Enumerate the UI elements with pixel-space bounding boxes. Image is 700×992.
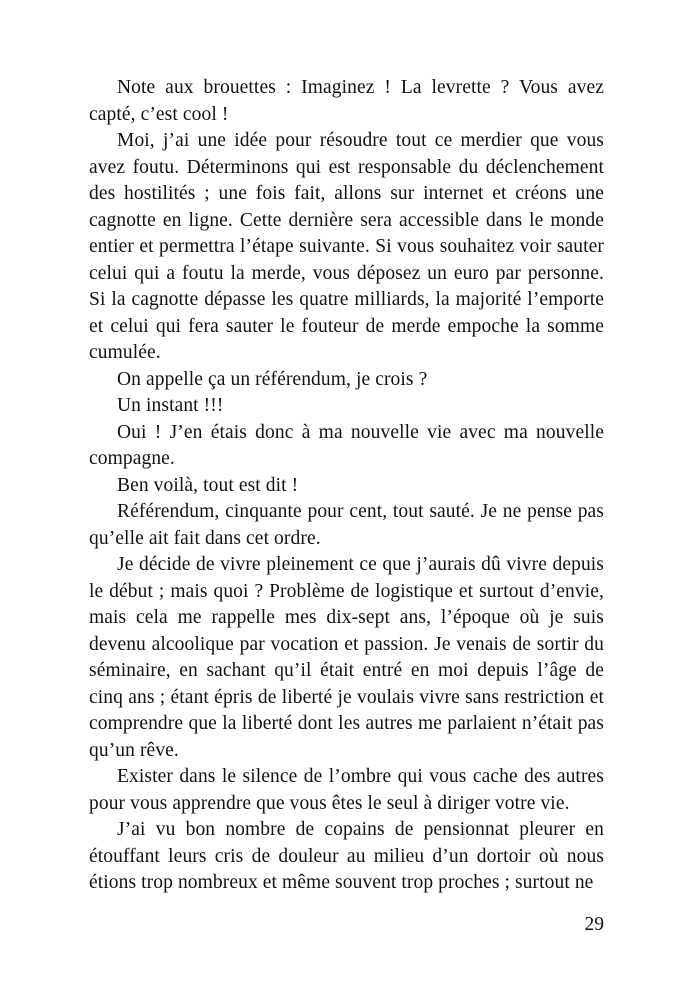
paragraph: Un instant !!! bbox=[117, 395, 224, 416]
paragraph: Note aux brouettes : Imaginez ! La levrette ? Vous avez capté, c’est cool ! bbox=[89, 77, 604, 125]
page-text bbox=[89, 75, 604, 897]
paragraph: Oui ! J’en étais donc à ma nouvelle vie avec ma nouvelle compagne. bbox=[89, 421, 604, 469]
paragraph: J’ai vu bon nombre de copains de pensionnat pleurer en étouffant leurs cris de douleur au milieu d’un dortoir où nous étions trop nombreux et même souvent trop proches ; surtout ne bbox=[89, 819, 604, 893]
page-number: 29 bbox=[584, 914, 604, 935]
paragraph: Ben voilà, tout est dit ! bbox=[117, 474, 299, 496]
paragraph: On appelle ça un référendum, je crois ? bbox=[117, 368, 428, 390]
paragraph: Je décide de vivre pleinement ce que j’aurais dû vivre depuis le début ; mais quoi ? Problème de logistique et surtout d’envie, mais cela me rappelle mes dix-sept ans, l’époque où je suis devenu alcoolique par vocation et passion. Je venais de sortir du séminaire, en sachant qu’il était entré en moi depuis l’âge de cinq ans ; étant épris de liberté je voulais vivre sans restriction et comprendre que la liberté dont les autres me parlaient n’était pas qu’un rêve. bbox=[89, 554, 604, 761]
paragraph: Référendum, cinquante pour cent, tout sauté. Je ne pense pas qu’elle ait fait dans cet ordre. bbox=[89, 501, 604, 549]
paragraph: Moi, j’ai une idée pour résoudre tout ce merdier que vous avez foutu. Déterminons qui est responsable du déclenchement des hostilités ; une fois fait, allons sur internet et créons une cagnotte en ligne. Cette dernière sera accessible dans le monde entier et permettra l’étape suivante. Si vous souhaitez voir sauter celui qui a foutu la merde, vous déposez un euro par personne. Si la cagnotte dépasse les quatre milliards, la majorité l’emporte et celui qui fera sauter le fouteur de merde empoche la somme cumulée. bbox=[89, 130, 604, 363]
paragraph: Exister dans le silence de l’ombre qui vous cache des autres pour vous apprendre que vous êtes le seul à diriger votre vie. bbox=[89, 766, 604, 814]
